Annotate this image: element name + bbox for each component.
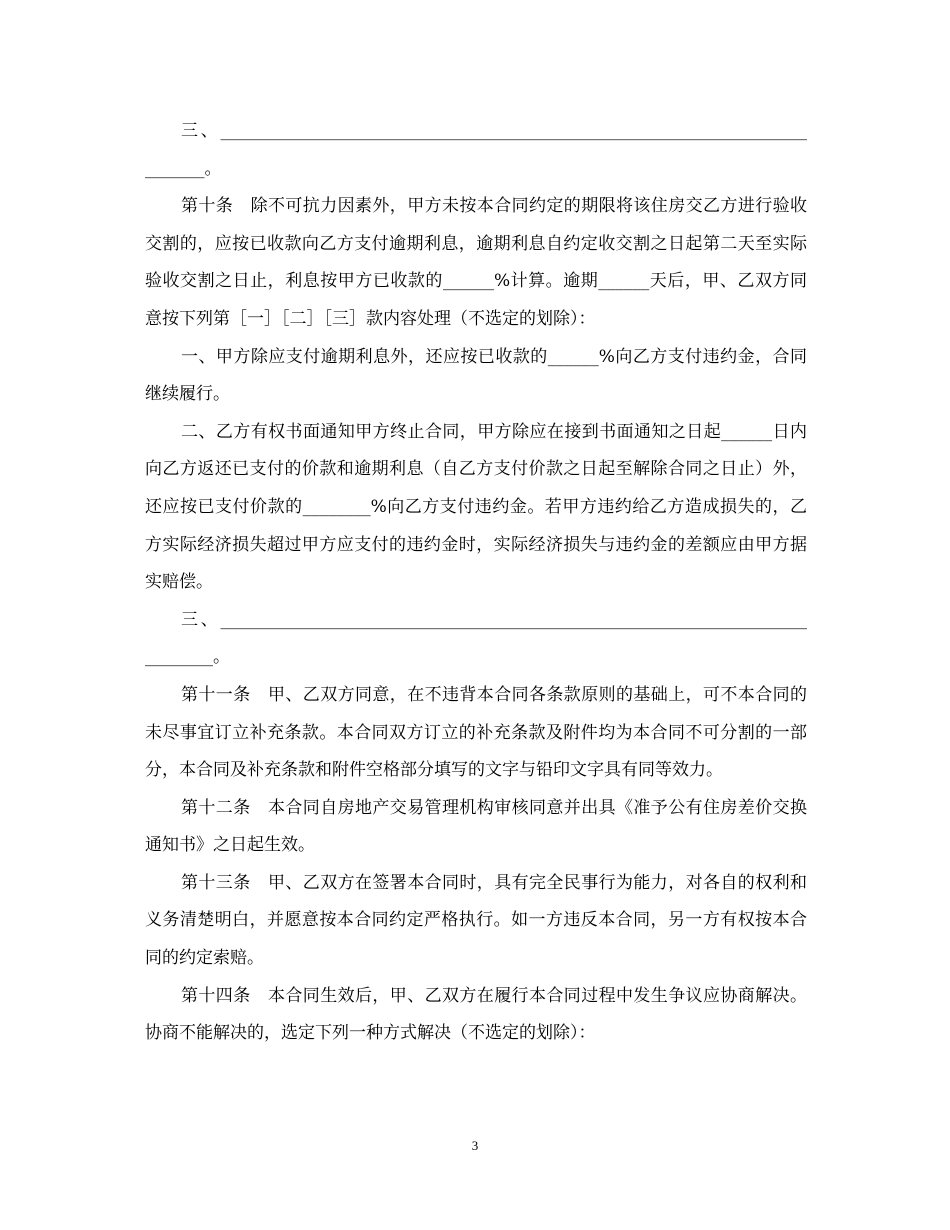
article-14: 第十四条 本合同生效后，甲、乙双方在履行本合同过程中发生争议应协商解决。协商不能解决的，选定下列一种方式解决（不选定的划除）： — [145, 985, 807, 1044]
article-12: 第十二条 本合同自房地产交易管理机构审核同意并出具《准予公有住房差价交换通知书》之日起生效。 — [145, 797, 807, 856]
contract-body — [145, 113, 807, 1053]
page-number: 3 — [471, 1138, 479, 1153]
article-10: 第十条 除不可抗力因素外，甲方未按本合同约定的期限将该住房交乙方进行验收交割的，应按已收款向乙方支付逾期利息，逾期利息自约定收交割之日起第二天至实际验收交割之日止，利息按甲方已收款的______%计算。逾期______天后，甲、乙双方同意按下列第［一］［二］［三］款内容处理（不选定的划除）： — [145, 196, 807, 329]
article-10-item-3: 三、_____________________________________________________________________________。 — [145, 609, 807, 668]
article-10-item-1: 一、甲方除应支付逾期利息外，还应按已收款的______%向乙方支付违约金，合同继续履行。 — [145, 346, 807, 405]
article-10-item-2: 二、乙方有权书面通知甲方终止合同，甲方除应在接到书面通知之日起______日内向乙方返还已支付的价款和逾期利息（自乙方支付价款之日起至解除合同之日止）外，还应按已支付价款的________%向乙方支付违约金。若甲方违约给乙方造成损失的，乙方实际经济损失超过甲方应支付的违约金时，实际经济损失与违约金的差额应由甲方据实赔偿。 — [145, 421, 807, 593]
article-13: 第十三条 甲、乙双方在签署本合同时，具有完全民事行为能力，对各自的权利和义务清楚明白，并愿意按本合同约定严格执行。如一方违反本合同，另一方有权按本合同的约定索赔。 — [145, 872, 807, 969]
article-11: 第十一条 甲、乙双方同意，在不违背本合同各条款原则的基础上，可不本合同的未尽事宜订立补充条款。本合同双方订立的补充条款及附件均为本合同不可分割的一部分，本合同及补充条款和附件空格部分填写的文字与铅印文字具有同等效力。 — [145, 684, 807, 781]
clause-3-blank: 三、____________________________________________________________________________。 — [145, 121, 807, 179]
